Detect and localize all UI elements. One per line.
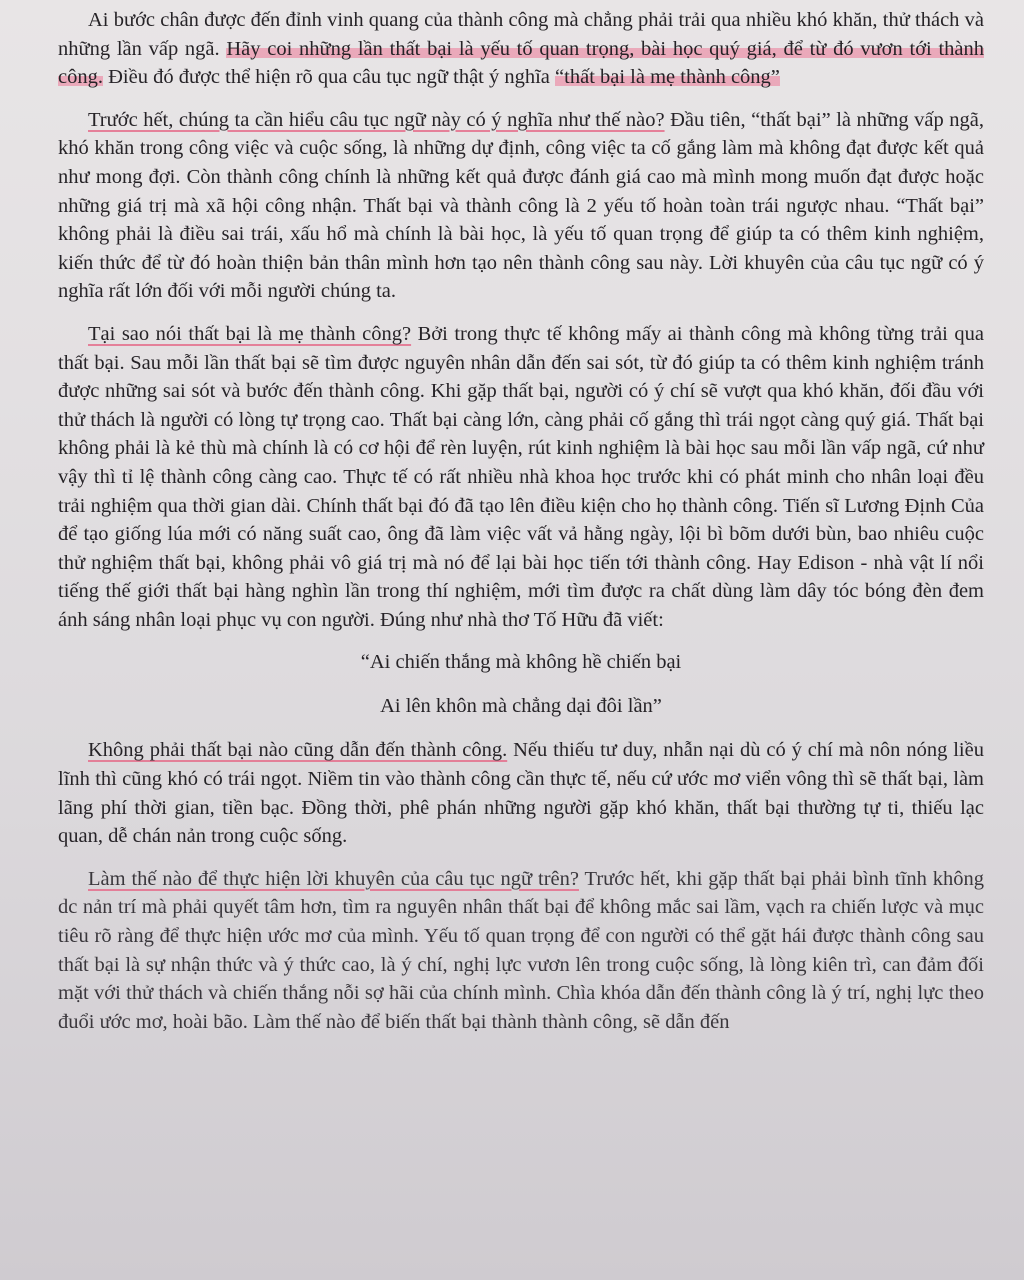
paragraph-intro: [58, 6, 984, 92]
verse-line-1: “Ai chiến thắng mà không hề chiến bại: [360, 651, 682, 674]
meaning-body: Đầu tiên, “thất bại” là những vấp ngã, khó khăn trong công việc và cuộc sống, là những dự định, công việc ta cố gắng làm mà không đạt được kết quả như mong đợi. Còn thành công chính là những kết quả được đánh giá cao mà mình mong muốn đạt được hoặc những giá trị mà xã hội công nhận. Thất bại và thành công là 2 yếu tố hoàn toàn trái ngược nhau. “Thất bại” không phải là điều sai trái, xấu hổ mà chính là bài học, là yếu tố quan trọng để giúp ta có thêm kinh nghiệm, kiến thức để từ đó hoàn thiện bản thân mình hơn tạo nên thành công sau này. Lời khuyên của câu tục ngữ có ý nghĩa rất lớn đối với mỗi người chúng ta.: [58, 108, 984, 303]
not-all-body: Nếu thiếu tư duy, nhẫn nại dù có ý chí mà nôn nóng liều lĩnh thì cũng khó có trái ngọt. Niềm tin vào thành công cần thực tế, nếu cứ ước mơ viển vông thì sẽ thất bại, làm lãng phí thời gian, tiền bạc. Đồng thời, phê phán những người gặp khó khăn, thất bại thường tự ti, thiếu lạc quan, dễ chán nản trong cuộc sống.: [58, 739, 984, 848]
intro-text: Ai bước chân được đến đỉnh vinh quang của thành công mà chẳng phải trải qua nhiều khó khăn, thử thách và những lần vấp ngã.: [58, 9, 984, 60]
paragraph-meaning: [58, 106, 984, 306]
verse-line-2: Ai lên khôn mà chẳng dại đôi lần”: [380, 695, 662, 718]
intro-middle-text: Điều đó được thể hiện rõ qua câu tục ngữ thật ý nghĩa: [102, 66, 556, 89]
underlined-statement-not-all: Không phải thất bại nào cũng dẫn đến thành công.: [88, 739, 508, 762]
underlined-question-meaning: Trước hết, chúng ta cần hiểu câu tục ngữ này có ý nghĩa như thế nào?: [88, 108, 665, 131]
paragraph-why: [58, 320, 984, 635]
highlighted-sentence: Hãy coi những lần thất bại là yếu tố quan trọng, bài học quý giá, để từ đó vươn tới thành công.: [58, 37, 984, 89]
why-body: Bởi trong thực tế không mấy ai thành công mà không từng trải qua thất bại. Sau mỗi lần thất bại sẽ tìm được nguyên nhân dẫn đến sai sót, từ đó giúp ta có thêm kinh nghiệm tránh được những sai sót và bước đến thành công. Khi gặp thất bại, người có ý chí sẽ vượt qua khó khăn, đối đầu với thử thách là người có lòng tự trọng cao. Thất bại càng lớn, càng phải cố gắng thì trái ngọt càng quý giá. Thất bại không phải là kẻ thù mà chính là có cơ hội để rèn luyện, rút kinh nghiệm là bài học sau mỗi lần vấp ngã, cứ như vậy thì tỉ lệ thành công càng cao. Thực tế có rất nhiều nhà khoa học trước khi có phát minh cho nhân loại đều trải nghiệm qua thời gian dài. Chính thất bại đó đã tạo lên điều kiện cho họ thành công. Tiến sĩ Lương Định Của để tạo giống lúa mới có năng suất cao, ông đã làm việc vất vả hằng ngày, lội bì bõm dưới bùn, bao nhiêu cuộc thử nghiệm thất bại, không phải vô giá trị mà nó để lại bài học tiến tới thành công. Hay Edison - nhà vật lí nổi tiếng thế giới thất bại hàng nghìn lần trong thí nghiệm, mới tìm được ra chất dùng làm dây tóc bóng đèn đem ánh sáng nhân loại phục vụ con người. Đúng như nhà thơ Tố Hữu đã viết:: [58, 322, 984, 631]
underlined-question-how: Làm thế nào để thực hiện lời khuyên của câu tục ngữ trên?: [88, 867, 579, 890]
paragraph-how: [58, 865, 984, 1037]
underlined-question-why: Tại sao nói thất bại là mẹ thành công?: [88, 322, 412, 345]
how-body: Trước hết, khi gặp thất bại phải bình tĩnh không dc nản trí mà phải quyết tâm hơn, tìm ra nguyên nhân thất bại để không mắc sai lầm, vạch ra chiến lược và mục tiêu rõ ràng để thực hiện ước mơ của mình. Yếu tố quan trọng để con người có thể gặt hái được thành công sau thất bại là sự nhận thức và ý thức cao, là ý chí, nghị lực vươn lên trong cuộc sống, là lòng kiên trì, can đảm đối mặt với thử thách và chiến thắng nỗi sợ hãi của chính mình. Chìa khóa dẫn đến thành công là ý trí, nghị lực theo đuổi ước mơ, hoài bão. Làm thế nào để biến thất bại thành thành công, sẽ dẫn đến: [58, 867, 984, 1033]
paragraph-not-all: [58, 736, 984, 850]
highlighted-proverb: “thất bại là mẹ thành công”: [555, 66, 780, 89]
